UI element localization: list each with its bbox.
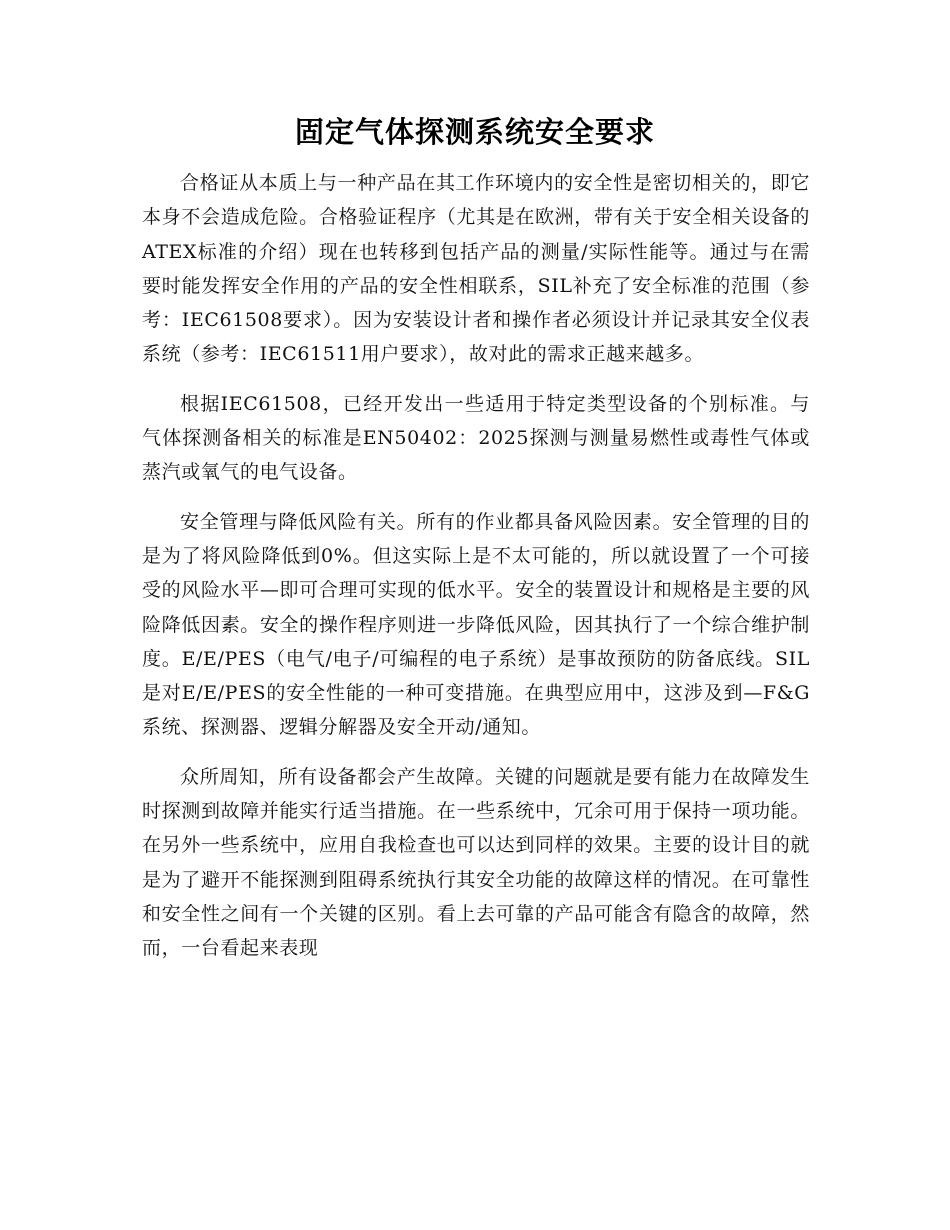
paragraph-fault-detection: 众所周知，所有设备都会产生故障。关键的问题就是要有能力在故障发生时探测到故障并能实行适当措施。在一些系统中，冗余可用于保持一项功能。在另外一些系统中，应用自我检查也可以达到同样的效果。主要的设计目的就是为了避开不能探测到阻碍系统执行其安全功能的故障这样的情况。在可靠性和安全性之间有一个关键的区别。看上去可靠的产品可能含有隐含的故障，然而，一台看起来表现	[142, 765, 810, 960]
document-title: 固定气体探测系统安全要求	[294, 115, 655, 149]
document-body	[142, 166, 810, 981]
paragraph-safety-management: 安全管理与降低风险有关。所有的作业都具备风险因素。安全管理的目的是为了将风险降低到0%。但这实际上是不太可能的，所以就设置了一个可接受的风险水平—即可合理可实现的低水平。安全的装置设计和规格是主要的风险降低因素。安全的操作程序则进一步降低风险，因其执行了一个综合维护制度。E/E/PES（电气/电子/可编程的电子系统）是事故预防的防备底线。SIL是对E/E/PES的安全性能的一种可变措施。在典型应用中，这涉及到—F&G系统、探测器、逻辑分解器及安全开动/通知。	[142, 510, 810, 739]
paragraph-certification: 合格证从本质上与一种产品在其工作环境内的安全性是密切相关的，即它本身不会造成危险。合格验证程序（尤其是在欧洲，带有关于安全相关设备的ATEX标准的介绍）现在也转移到包括产品的测量/实际性能等。通过与在需要时能发挥安全作用的产品的安全性相联系，SIL补充了安全标准的范围（参考：IEC61508要求）。因为安装设计者和操作者必须设计并记录其安全仪表系统（参考：IEC61511用户要求），故对此的需求正越来越多。	[142, 172, 810, 366]
paragraph-standards: 根据IEC61508，已经开发出一些适用于特定类型设备的个别标准。与气体探测备相关的标准是EN50402：2025探测与测量易燃性或毒性气体或蒸汽或氧气的电气设备。	[142, 392, 810, 484]
